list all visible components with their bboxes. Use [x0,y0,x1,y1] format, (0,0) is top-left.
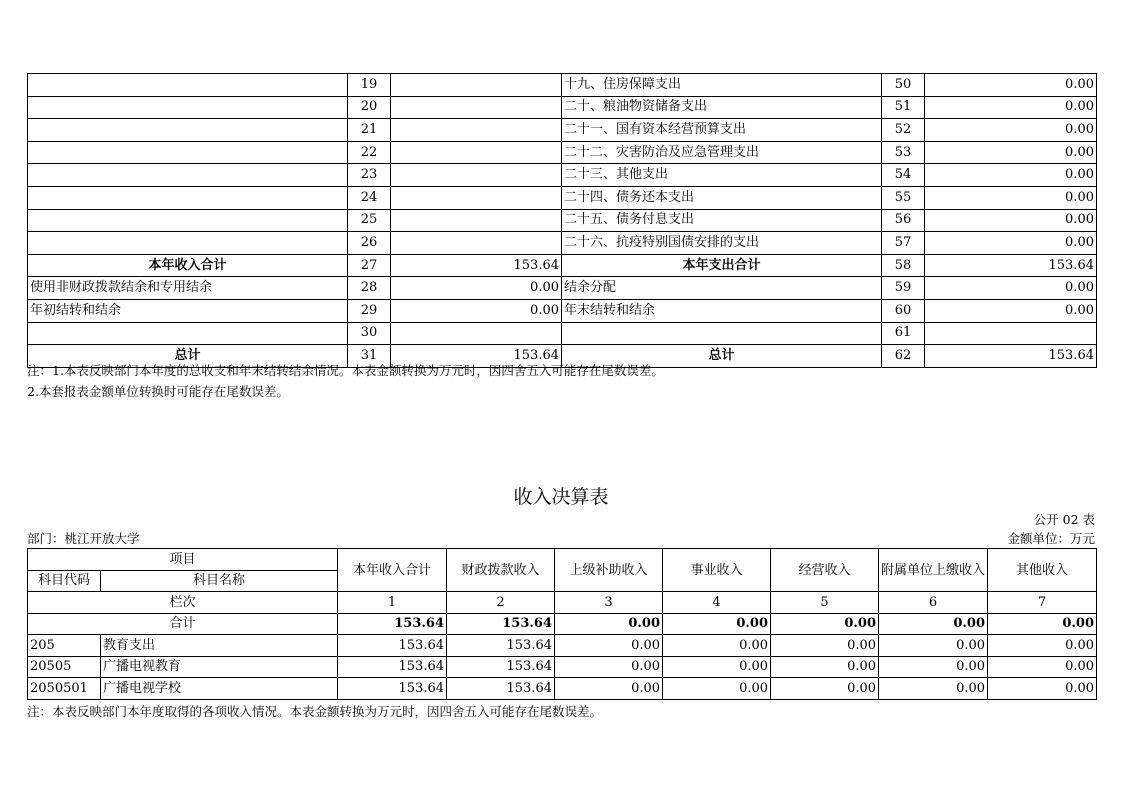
expense-item: 二十四、债务还本支出 [562,186,882,209]
line-number: 61 [882,322,925,345]
line-number: 24 [348,186,391,209]
line-number: 59 [882,277,925,300]
header-col-1: 本年收入合计 [338,549,447,592]
expense-item: 二十二、灾害防治及应急管理支出 [562,141,882,164]
income-value: 153.64 [447,635,555,657]
line-number: 60 [882,299,925,322]
expense-item: 本年支出合计 [562,254,882,277]
income-value: 0.00 [879,635,988,657]
income-value: 0.00 [771,635,879,657]
subject-name: 广播电视教育 [101,656,338,678]
line-number: 29 [348,299,391,322]
income-value: 153.64 [447,656,555,678]
expense-item: 二十三、其他支出 [562,164,882,187]
income-item [28,186,348,209]
line-number: 30 [348,322,391,345]
lanci-num: 4 [663,592,771,614]
income-item [28,74,348,97]
income-value: 0.00 [879,678,988,700]
income-amount: 0.00 [391,299,562,322]
total-value: 153.64 [338,613,447,635]
subject-code: 205 [28,635,101,657]
income-value: 0.00 [771,656,879,678]
income-item [28,209,348,232]
income-item [28,322,348,345]
income-value: 0.00 [555,656,663,678]
income-item: 年初结转和结余 [28,299,348,322]
income-amount: 0.00 [391,277,562,300]
summary-row [28,186,1097,209]
header-col-3: 上级补助收入 [555,549,663,592]
total-value: 0.00 [988,613,1097,635]
income-value: 0.00 [663,635,771,657]
income-table [27,548,1097,700]
income-value: 153.64 [338,678,447,700]
subject-code: 2050501 [28,678,101,700]
summary-row [28,74,1097,97]
lanci-num: 5 [771,592,879,614]
header-name: 科目名称 [101,570,338,592]
lanci-num: 1 [338,592,447,614]
department-label: 部门：桃江开放大学 [27,531,140,546]
header-col-2: 财政拨款收入 [447,549,555,592]
income-item [28,119,348,142]
expense-amount: 0.00 [925,232,1097,255]
expense-item: 结余分配 [562,277,882,300]
income-item [28,164,348,187]
amount-unit: 金额单位：万元 [1007,531,1095,546]
total-label: 合计 [28,613,338,635]
expense-item: 二十六、抗疫特别国债安排的支出 [562,232,882,255]
expense-amount: 0.00 [925,186,1097,209]
summary-row [28,277,1097,300]
income-value: 0.00 [988,656,1097,678]
summary-row [28,119,1097,142]
expense-amount: 153.64 [925,345,1097,368]
income-value: 0.00 [988,635,1097,657]
line-number: 19 [348,74,391,97]
line-number: 58 [882,254,925,277]
income-amount [391,209,562,232]
income-row [28,635,1097,657]
income-amount [391,96,562,119]
total-value: 0.00 [663,613,771,635]
total-value: 0.00 [771,613,879,635]
header-col-5: 经营收入 [771,549,879,592]
summary-row [28,141,1097,164]
expense-item: 十九、住房保障支出 [562,74,882,97]
summary-row [28,254,1097,277]
summary-row [28,209,1097,232]
income-value: 0.00 [988,678,1097,700]
total-value: 0.00 [879,613,988,635]
line-number: 28 [348,277,391,300]
subject-code: 20505 [28,656,101,678]
line-number: 54 [882,164,925,187]
expense-amount: 0.00 [925,96,1097,119]
line-number: 26 [348,232,391,255]
subject-name: 广播电视学校 [101,678,338,700]
line-number: 25 [348,209,391,232]
income-amount: 153.64 [391,345,562,368]
income-value: 0.00 [771,678,879,700]
line-number: 21 [348,119,391,142]
lanci-label: 栏次 [28,592,338,614]
summary-note-1: 注：1.本表反映部门本年度的总收支和年末结转结余情况。本表金额转换为万元时，因四舍五入可能存在尾数误差。 [27,363,664,378]
line-number: 52 [882,119,925,142]
expense-item: 年末结转和结余 [562,299,882,322]
income-row [28,656,1097,678]
header-item: 项目 [28,549,338,571]
expense-amount: 0.00 [925,141,1097,164]
line-number: 23 [348,164,391,187]
income-item [28,232,348,255]
summary-note-2: 2.本套报表金额单位转换时可能存在尾数误差。 [27,384,289,399]
expense-amount: 0.00 [925,164,1097,187]
line-number: 53 [882,141,925,164]
lanci-num: 3 [555,592,663,614]
line-number: 20 [348,96,391,119]
income-value: 0.00 [879,656,988,678]
expense-amount: 0.00 [925,74,1097,97]
income-amount [391,164,562,187]
expense-amount: 0.00 [925,119,1097,142]
expense-item: 总计 [562,345,882,368]
expense-item: 二十一、国有资本经营预算支出 [562,119,882,142]
expense-item: 二十、粮油物资储备支出 [562,96,882,119]
income-item: 本年收入合计 [28,254,348,277]
line-number: 57 [882,232,925,255]
line-number: 51 [882,96,925,119]
income-amount [391,141,562,164]
income-value: 0.00 [663,656,771,678]
income-value: 153.64 [447,678,555,700]
form-number: 公开 02 表 [1033,512,1095,527]
expense-amount: 153.64 [925,254,1097,277]
header-col-4: 事业收入 [663,549,771,592]
expense-amount [925,322,1097,345]
income-item [28,141,348,164]
lanci-num: 6 [879,592,988,614]
income-item: 总计 [28,345,348,368]
line-number: 31 [348,345,391,368]
income-value: 0.00 [555,635,663,657]
header-col-6: 附属单位上缴收入 [879,549,988,592]
income-value: 0.00 [663,678,771,700]
income-amount [391,74,562,97]
income-amount [391,322,562,345]
summary-row [28,322,1097,345]
line-number: 56 [882,209,925,232]
expense-amount: 0.00 [925,209,1097,232]
income-item [28,96,348,119]
lanci-num: 7 [988,592,1097,614]
expense-amount: 0.00 [925,299,1097,322]
income-amount [391,119,562,142]
total-value: 0.00 [555,613,663,635]
expense-item: 二十五、债务付息支出 [562,209,882,232]
expense-amount: 0.00 [925,277,1097,300]
income-row [28,678,1097,700]
line-number: 55 [882,186,925,209]
subject-name: 教育支出 [101,635,338,657]
line-number: 22 [348,141,391,164]
income-value: 0.00 [555,678,663,700]
summary-row [28,96,1097,119]
income-value: 153.64 [338,656,447,678]
report-title: 收入决算表 [513,486,609,508]
income-value: 153.64 [338,635,447,657]
header-code: 科目代码 [28,570,101,592]
income-item: 使用非财政拨款结余和专用结余 [28,277,348,300]
summary-row [28,164,1097,187]
line-number: 62 [882,345,925,368]
total-row [28,613,1097,635]
income-amount [391,232,562,255]
expense-item [562,322,882,345]
income-amount [391,186,562,209]
total-value: 153.64 [447,613,555,635]
income-amount: 153.64 [391,254,562,277]
summary-table [27,73,1097,368]
summary-row [28,299,1097,322]
header-col-7: 其他收入 [988,549,1097,592]
summary-row [28,232,1097,255]
income-note: 注：本表反映部门本年度取得的各项收入情况。本表金额转换为万元时，因四舍五入可能存在尾数误差。 [27,704,603,719]
lanci-num: 2 [447,592,555,614]
line-number: 50 [882,74,925,97]
line-number: 27 [348,254,391,277]
